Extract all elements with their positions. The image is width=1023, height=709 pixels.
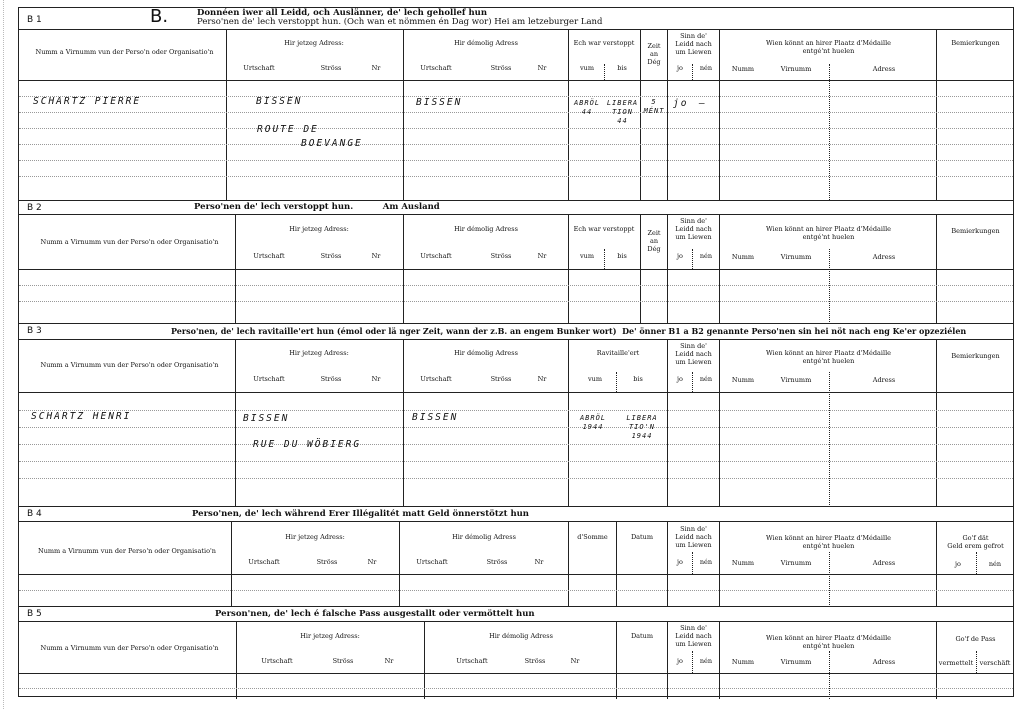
sub-stross: Ströss: [320, 64, 342, 72]
col-wien-header: Wien könnt an hirer Plaatz d'Médaille entgé'nt huelen: [765, 225, 892, 241]
sub-verschaft: verschäft: [979, 659, 1011, 667]
section-title: Perso'nen de' lech verstoppt hun. Am Ausland: [194, 202, 440, 212]
sub-nen: nén: [699, 657, 713, 665]
sub-vum: vum: [587, 375, 603, 383]
col-sinn-header: Sinn de' Leidd nach um Liewen: [675, 624, 712, 648]
form-letter: B.: [150, 6, 169, 27]
sub-jo: jo: [677, 252, 683, 260]
entry-jo: jo: [673, 98, 689, 109]
sub-virnumm: Virnumm: [780, 376, 812, 384]
col-name-header: Numm a Virnumm vun der Perso'n oder Organisatio'n: [38, 547, 216, 555]
sub-stross: Ströss: [524, 657, 546, 665]
sub-stross: Ströss: [320, 375, 342, 383]
sub-nen: nén: [699, 64, 713, 72]
sub-numm: Numm: [731, 253, 755, 261]
col-period-header: Ech war verstoppt: [573, 39, 635, 47]
sub-jo: jo: [677, 375, 683, 383]
sub-numm: Numm: [731, 658, 755, 666]
sub-gof-jo: jo: [955, 560, 961, 568]
sub-ort: Urtschaft: [420, 252, 452, 260]
section-id: B 5: [27, 609, 42, 619]
sub-virnumm: Virnumm: [780, 65, 812, 73]
sub-jo: jo: [677, 657, 683, 665]
col-bemerk-header: Bemierkungen: [951, 227, 1000, 235]
sub-bis: bis: [633, 375, 643, 383]
col-sinn-header: Sinn de' Leidd nach um Liewen: [675, 342, 712, 366]
col-name-header: Numm a Virnumm vun der Perso'n oder Organisatio'n: [40, 644, 219, 652]
sub-ort: Urtschaft: [243, 64, 275, 72]
sub-nen: nén: [699, 252, 713, 260]
section-b1: [19, 8, 1013, 200]
sub-virnumm: Virnumm: [780, 658, 812, 666]
sub-nr: Nr: [367, 558, 377, 566]
section-b3: [19, 323, 1013, 506]
sub-adress: Adress: [872, 253, 896, 261]
col-address-old-header: Hir démolig Adress: [452, 533, 516, 541]
section-b4: [19, 506, 1013, 606]
entry-vum: ABRÖL 1944: [579, 414, 607, 431]
sub-ort: Urtschaft: [253, 375, 285, 383]
col-address-old-header: Hir démolig Adress: [454, 39, 518, 47]
sub-nr: Nr: [537, 375, 547, 383]
sub-stross: Ströss: [490, 375, 512, 383]
section-id: B 2: [27, 203, 42, 213]
sub-stross: Ströss: [332, 657, 354, 665]
sub-nr: Nr: [384, 657, 394, 665]
col-name-header: Numm a Virnumm vun der Perso'n oder Organisatio'n: [40, 238, 219, 246]
section-subtitle: Perso'nen de' lech verstoppt hun. (Och wan et nömmen én Dag wor) Hei am letzeburger Land: [197, 17, 603, 27]
col-address-old-header: Hir démolig Adress: [454, 225, 518, 233]
sub-numm: Numm: [731, 376, 755, 384]
sub-stross: Ströss: [490, 252, 512, 260]
col-wien-header: Wien könnt an hirer Plaatz d'Médaille entgé'nt huelen: [765, 534, 892, 550]
sub-vum: vum: [579, 252, 595, 260]
entry-address-now-ort: BISSEN: [256, 96, 303, 107]
col-somme-header: d'Somme: [577, 533, 608, 541]
col-wien-header: Wien könnt an hirer Plaatz d'Médaille entgé'nt huelen: [765, 634, 892, 650]
sub-nen: nén: [699, 558, 713, 566]
col-sinn-header: Sinn de' Leidd nach um Liewen: [675, 32, 712, 56]
section-title: Person'nen, de' lech é falsche Pass ausgestallt oder vermöttelt hun: [215, 609, 535, 619]
entry-bis: LIBERA TIO'N 1944: [626, 414, 658, 440]
col-wien-header: Wien könnt an hirer Plaatz d'Médaille entgé'nt huelen: [765, 39, 892, 55]
col-name-header: Numm a Virnumm vun der Perso'n oder Organisatio'n: [35, 48, 214, 56]
sub-ort: Urtschaft: [420, 64, 452, 72]
sub-nr: Nr: [371, 64, 381, 72]
col-address-now-header: Hir jetzeg Adress:: [289, 349, 349, 357]
section-b5: [19, 606, 1013, 698]
sub-jo: jo: [677, 64, 683, 72]
col-period-header: Ravitaille'ert: [596, 349, 640, 357]
sub-numm: Numm: [731, 559, 755, 567]
sub-numm: Numm: [731, 65, 755, 73]
sub-jo: jo: [677, 558, 683, 566]
sub-ort: Urtschaft: [248, 558, 280, 566]
section-title: Perso'nen, de' lech während Erer Illégalitét matt Geld önnerstötzt hun: [192, 509, 529, 519]
entry-vum: ABRÖL 44: [573, 99, 601, 116]
entry-nen: –: [699, 98, 707, 109]
col-address-now-header: Hir jetzeg Adress:: [289, 225, 349, 233]
entry-name: SCHARTZ PIERRE: [33, 96, 142, 107]
sub-ort: Urtschaft: [261, 657, 293, 665]
col-datum-header: Datum: [630, 632, 654, 640]
entry-address-now-street: ROUTE DE: [257, 124, 319, 135]
col-address-now-header: Hir jetzeg Adress:: [284, 39, 344, 47]
sub-stross: Ströss: [320, 252, 342, 260]
sub-vum: vum: [579, 64, 595, 72]
col-datum-header: Datum: [630, 533, 654, 541]
col-zeit-header: Zeit an Dég: [647, 42, 661, 66]
col-pass-header: Go'f de Pass: [955, 635, 996, 643]
sub-adress: Adress: [872, 658, 896, 666]
sub-adress: Adress: [872, 559, 896, 567]
section-id: B 3: [27, 326, 42, 336]
col-sinn-header: Sinn de' Leidd nach um Liewen: [675, 217, 712, 241]
section-id: B 4: [27, 509, 42, 519]
sub-nr: Nr: [534, 558, 544, 566]
col-sinn-header: Sinn de' Leidd nach um Liewen: [675, 525, 712, 549]
section-id: B 1: [27, 15, 42, 25]
col-address-old-header: Hir démolig Adress: [489, 632, 553, 640]
section-title: Perso'nen, de' lech ravitaille'ert hun (émol oder lä nger Zeit, wann der z.B. an engem Bunker wort) De' önner B1 a B2 genannte Perso'nen sin hei nöt nach eng Ke'er opzeziélen: [171, 326, 967, 336]
entry-address-old-ort: BISSEN: [416, 97, 463, 108]
sub-nr: Nr: [537, 64, 547, 72]
sub-ort: Urtschaft: [253, 252, 285, 260]
sub-nr: Nr: [570, 657, 580, 665]
entry-address-now-street2: BOEVANGE: [301, 138, 363, 149]
col-bemerk-header: Bemierkungen: [951, 352, 1000, 360]
entry-zeit: 5 MÉNT: [643, 98, 665, 115]
sub-adress: Adress: [872, 65, 896, 73]
sub-ort: Urtschaft: [456, 657, 488, 665]
sub-nr: Nr: [371, 252, 381, 260]
entry-address-old-ort: BISSEN: [412, 412, 459, 423]
sub-adress: Adress: [872, 376, 896, 384]
sub-nen: nén: [699, 375, 713, 383]
form-sheet: [18, 7, 1014, 697]
section-title: Donnéen iwer all Leidd, och Auslänner, de' lech gehollef hun: [197, 8, 488, 18]
entry-bis: LIBERA TION 44: [606, 99, 639, 125]
sub-gof-nen: nén: [988, 560, 1002, 568]
col-zeit-header: Zeit an Dég: [647, 229, 661, 253]
section-b2: [19, 200, 1013, 323]
left-margin-ruling: [3, 0, 10, 709]
entry-name: SCHARTZ HENRI: [31, 411, 132, 422]
sub-stross: Ströss: [486, 558, 508, 566]
col-period-header: Ech war verstoppt: [573, 225, 635, 233]
entry-address-now-ort: BISSEN: [243, 413, 290, 424]
col-address-old-header: Hir démolig Adress: [454, 349, 518, 357]
sub-stross: Ströss: [490, 64, 512, 72]
sub-nr: Nr: [537, 252, 547, 260]
col-wien-header: Wien könnt an hirer Plaatz d'Médaille entgé'nt huelen: [765, 349, 892, 365]
sub-bis: bis: [617, 64, 627, 72]
col-address-now-header: Hir jetzeg Adress:: [300, 632, 360, 640]
sub-ort: Urtschaft: [420, 375, 452, 383]
entry-address-now-street: RUE DU WÖBIERG: [253, 439, 362, 450]
sub-nr: Nr: [371, 375, 381, 383]
col-gof-header: Go'f dät Geld erem gefrot: [947, 534, 1004, 550]
col-bemerk-header: Bemierkungen: [951, 39, 1000, 47]
sub-virnumm: Virnumm: [780, 559, 812, 567]
sub-vermettelt: vermettelt: [938, 659, 974, 667]
col-name-header: Numm a Virnumm vun der Perso'n oder Organisatio'n: [40, 361, 219, 369]
sub-virnumm: Virnumm: [780, 253, 812, 261]
sub-stross: Ströss: [316, 558, 338, 566]
col-address-now-header: Hir jetzeg Adress:: [285, 533, 345, 541]
sub-ort: Urtschaft: [416, 558, 448, 566]
sub-bis: bis: [617, 252, 627, 260]
